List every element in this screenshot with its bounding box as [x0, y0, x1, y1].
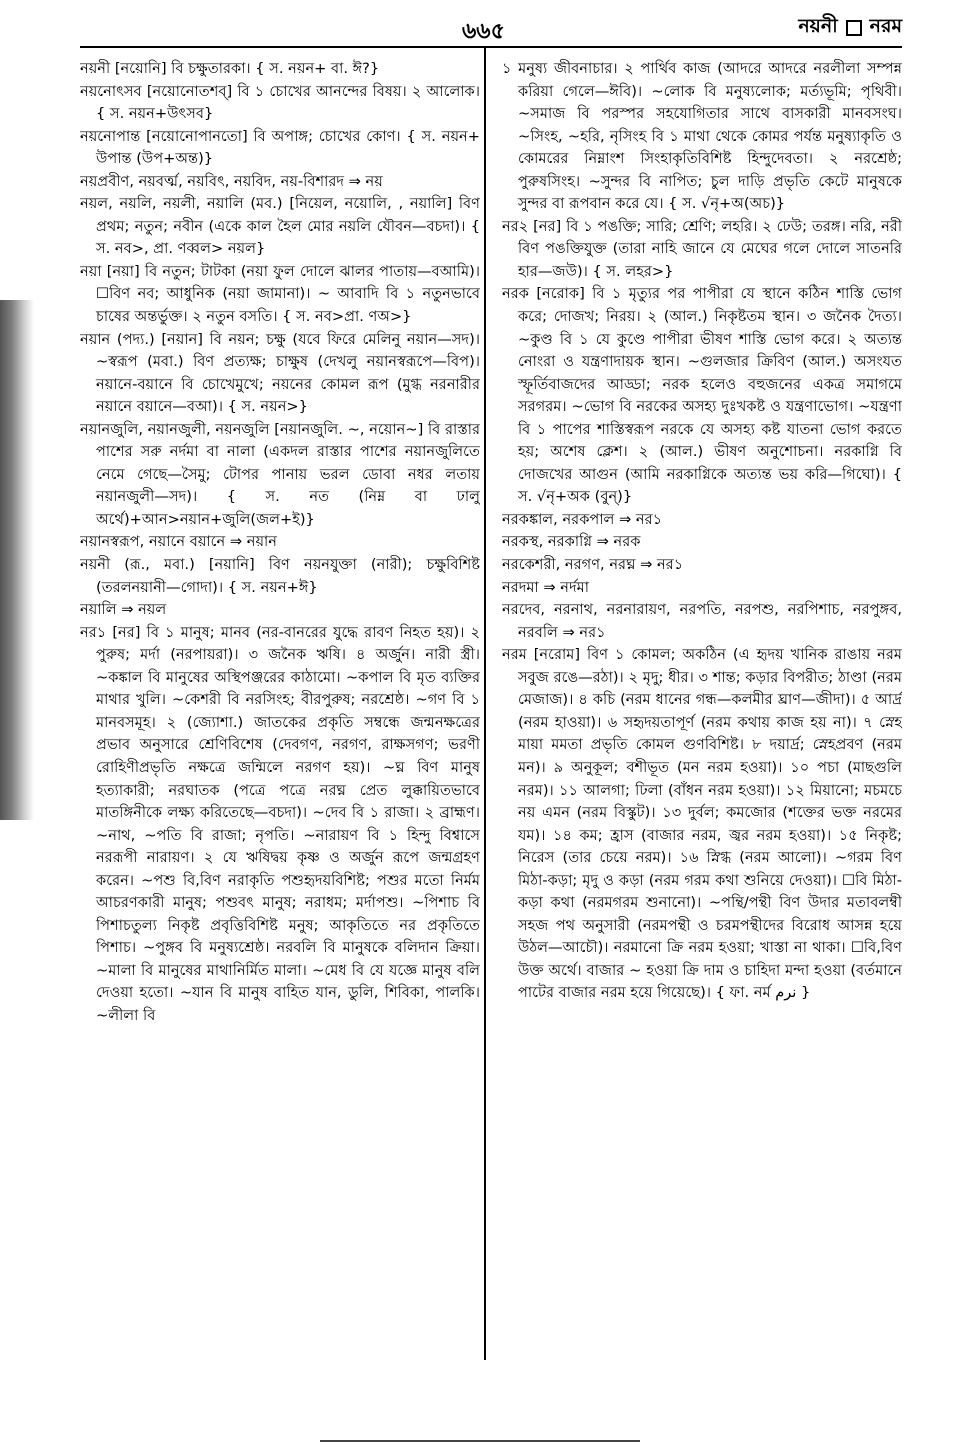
header-rule: [80, 46, 902, 48]
guide-words: [798, 12, 902, 44]
dictionary-entry: নরকেশরী, নরগণ, নরঘ্ন ⇒ নর১: [502, 556, 684, 574]
dictionary-entry: নরকস্থ, নরকাগ্নি ⇒ নরক: [502, 533, 641, 551]
dictionary-entry: নরদেব, নরনাথ, নরনারায়ণ, নরপতি, নরপশু, নরপিশাচ, নরপুঙ্গব, নরবলি ⇒ নর১: [502, 601, 902, 641]
dictionary-entry: নয়ানজুলি, নয়ানজুলী, নয়নজুলি [নয়ানজুলি. ~, নয়োন~] বি রাস্তার পাশের সরু নর্দমা বা নালা (একদল রাস্তার পাশের নয়ানজুলিতে নেমে গেছে—সৈমু; টোপর পানায় ভরল ডোবা নধর লতায় নয়ানজুলী—সদ)। { স. নত (নিম্ন বা ঢালু অর্থে)+আন>নয়ান+জুলি(জল+ই)}: [80, 420, 480, 528]
book-spine-shadow: [0, 300, 34, 820]
bottom-edge-rule: [320, 1440, 640, 1442]
column-divider: [484, 48, 486, 1360]
dictionary-entry: নয়প্রবীণ, নয়বর্ত্ম, নয়বিৎ, নয়বিদ, নয়-বিশারদ ⇒ নয়: [80, 172, 383, 190]
dictionary-entry: নরক [নরোক] বি ১ মৃত্যুর পর পাপীরা যে স্থানে কঠিন শাস্তি ভোগ করে; দোজখ; নিরয়। ২ (আল.) নিকৃষ্টতম স্থান। ৩ জনৈক দৈত্য। ~কুণ্ড বি ১ যে কুণ্ডে পাপীরা ভীষণ শাস্তি ভোগ করে। ২ অত্যন্ত নোংরা ও যন্ত্রণাদায়ক স্থান। ~গুলজার ক্রিবিণ (আল.) অসংযত স্ফূর্তিবাজদের আড্ডা; নরক হলেও বহুজনের একত্র সমাগমে সরগরম। ~ভোগ বি নরকের অসহ্য দুঃখকষ্ট ও যন্ত্রণাভোগ। ~যন্ত্রণা বি ১ পাপের শাস্তিস্বরূপ নরকে যে অসহ্য কষ্ট যাতনা ভোগ করতে হয়; অশেষ ক্লেশ। ২ (আল.) ভীষণ অনুশোচনা। নরকাগ্নি বি দোজখের আগুন (আমি নরকাগ্নিকে অত্যন্ত ভয় করি—গিঘো)। { স. √নৃ+অক (বুন্)}: [502, 285, 902, 506]
dictionary-entry: নয়নী (রূ., মবা.) [নয়ানি] বিণ নয়নযুক্তা (নারী); চক্ষুবিশিষ্ট (তরলনয়ানী—গোদা)। { স. নয়ন+ঈ}: [80, 556, 480, 596]
dictionary-entry: নয়ানস্বরূপ, নয়ানে বয়ানে ⇒ নয়ান: [80, 533, 277, 551]
dictionary-entry: নয়নী [নয়োনি] বি চক্ষুতারকা। { স. নয়ন+ বা. ঈ?}: [80, 60, 380, 77]
dictionary-entry: নয়ল, নয়লি, নয়লী, নয়ালি (মব.) [নিয়েল, নয়োলি, , নয়ালি] বিণ প্রথম; নতুন; নবীন (একে কাল হৈল মোর নয়লি যৌবন—বচদা)। { স. নব>, প্রা. ণব্বল> নয়ল}: [80, 195, 480, 258]
guide-word-last: নরম: [869, 15, 902, 37]
dictionary-entry: নর২ [নর] বি ১ পঙক্তি; সারি; শ্রেণি; লহরি। ২ ঢেউ; তরঙ্গ। নরি, নরী বিণ পঙক্তিযুক্ত (তারা নাহি জানে যে মেঘের গলে দোলে সাতনরি হার—জউ)। { স. লহর>}: [502, 217, 902, 280]
guide-word-first: নয়নী: [798, 15, 838, 37]
left-column: [80, 58, 480, 1363]
dictionary-entry: নয়া [নয়া] বি নতুন; টাটকা (নয়া ফুল দোলে ঝালর পাতায়—বআমি)। ☐বিণ নব; আধুনিক (নয়া জামানা)। ~ আবাদি বি ১ নতুনভাবে চাষের অন্তর্ভুক্ত। ২ নতুন বসতি। { স. নব>প্রা. ণঅ>}: [80, 262, 480, 326]
dictionary-entry: নয়ান (পদ্য.) [নয়ান] বি নয়ন; চক্ষু (যবে ফিরে মেলিনু নয়ান—সদ)। ~স্বরূপ (মবা.) বিণ প্রত্যক্ষ; চাক্ষুষ (দেখলু নয়ানস্বরূপে—বিপ)। নয়ানে-বয়ানে বি চোখেমুখে; নয়নের কোমল রূপ (মুগ্ধ নরনারীর নয়ানে বয়ানে—বআ)। { স. নয়ন>}: [80, 330, 480, 416]
dictionary-entry: নরদমা ⇒ নর্দমা: [502, 578, 589, 596]
right-column: [502, 58, 902, 1363]
dictionary-entry: ১ মনুষ্য জীবনাচার। ২ পার্থিব কাজ (আদরে আদরে নরলীলা সম্পন্ন করিয়া গেলে—ঈবি)। ~লোক বি মনুষ্যলোক; মর্ত্যভূমি; পৃথিবী। ~সমাজ বি পরস্পর সহযোগিতার সাথে বাসকারী মানবসংঘ। ~সিংহ, ~হরি, নৃসিংহ বি ১ মাথা থেকে কোমর পর্যন্ত মনুষ্যাকৃতি ও কোমরের নিম্নাংশ সিংহাকৃতিবিশিষ্ট হিন্দুদেবতা। ২ নরশ্রেষ্ঠ; পুরুষসিংহ। ~সুন্দর বি নাপিত; চুল দাড়ি প্রভৃতি কেটে মানুষকে সুন্দর বা রূপবান করে যে। { স. √নৃ+অ(অচ)}: [502, 60, 902, 213]
dictionary-entry: নয়নোপান্ত [নয়োনোপানতো] বি অপাঙ্গ; চোখের কোণ। { স. নয়ন+ উপান্ত (উপ+অন্ত)}: [80, 127, 480, 168]
dictionary-entry: নয়নোৎসব [নয়োনোতশব্] বি ১ চোখের আনন্দের বিষয়। ২ আলোক। { স. নয়ন+উৎসব}: [80, 82, 480, 123]
dictionary-entry: নয়ালি ⇒ নয়ল: [80, 601, 167, 619]
page-number: ৬৬৫: [462, 19, 505, 44]
dictionary-entry: নরম [নরোম] বিণ ১ কোমল; অকঠিন (এ হৃদয় খানিক রাঙায় নরম সবুজ রঙে—রঠা)। ২ মৃদু; ধীর। ৩ শান্ত; কড়ার বিপরীত; ঠাণ্ডা (নরম মেজাজ)। ৪ কচি (নরম ধানের গন্ধ—কলমীর ঘ্রাণ—জীদা)। ৫ আর্দ্র (নরম হাওয়া)। ৬ সহৃদয়তাপূর্ণ (নরম কথায় কাজ হয় না)। ৭ স্নেহ মায়া মমতা প্রভৃতি কোমল গুণবিশিষ্ট। ৮ দয়ার্দ্র; স্নেহপ্রবণ (নরম মন)। ৯ অনুকূল; বশীভূত (মন নরম হওয়া)। ১০ পচা (মাছগুলি নরম)। ১১ আলগা; ঢিলা (বাঁধন নরম হওয়া)। ১২ মিয়ানো; মচমচে নয় এমন (নরম বিস্কুট)। ১৩ দুর্বল; কমজোর (শক্তের ভক্ত নরমের যম)। ১৪ কম; হ্রাস (বাজার নরম, জ্বর নরম হওয়া)। ১৫ নিকৃষ্ট; নিরেস (তার চেয়ে নরম)। ১৬ স্নিগ্ধ (নরম আলো)। ~গরম বিণ মিঠা-কড়া; মৃদু ও কড়া (নরম গরম কথা শুনিয়ে দেওয়া)। ☐বি মিঠা-কড়া কথা (নরমগরম শুনানো)। ~পন্থি/পন্থী বিণ উদার মতাবলম্বী সহজ পথ অনুসারী (নরমপন্থী ও চরমপন্থীদের বিরোধ আসন্ন হয়ে উঠল—আচৌ)। নরমানো ক্রি নরম হওয়া; খাস্তা না থাকা। ☐বি,বিণ উক্ত অর্থে। বাজার ~ হওয়া ক্রি দাম ও চাহিদা মন্দা হওয়া (বর্তমানে পাটের বাজার নরম হয়ে গিয়েছে)। { ফা. নর্ম نرم }: [502, 646, 902, 1002]
guide-separator-box: [846, 20, 862, 36]
dictionary-entry: নরকঙ্কাল, নরকপাল ⇒ নর১: [502, 510, 663, 528]
dictionary-entry: নর১ [নর] বি ১ মানুষ; মানব (নর-বানরের যুদ্ধে রাবণ নিহত হয়)। ২ পুরুষ; মর্দা (নরপায়রা)। ৩ জনৈক ঋষি। ৪ অর্জুন। নারী স্ত্রী। ~কঙ্কাল বি মানুষের অস্থিপঞ্জরের কাঠামো। ~কপাল বি মৃত ব্যক্তির মাথার খুলি। ~কেশরী বি নরসিংহ; বীরপুরুষ; নরশ্রেষ্ঠ। ~গণ বি ১ মানবসমূহ। ২ (জ্যোশা.) জাতকের প্রকৃতি সম্বন্ধে জন্মনক্ষত্রের প্রভাব অনুসারে শ্রেণিবিশেষ (দেবগণ, নরগণ, রাক্ষসগণ; ভরণী রোহিণীপ্রভৃতি নক্ষত্রে জন্মিলে নরগণ হয়)। ~ঘ্ন বিণ মানুষ হত্যাকারী; নরঘাতক (পত্রে পত্রে নরঘ্ন প্রেত লুক্কায়িতভাবে মাতঙ্গিনীকে লক্ষ্য করিতেছে—বচদা)। ~দেব বি ১ রাজা। ২ ব্রাহ্মণ। ~নাথ, ~পতি বি রাজা; নৃপতি। ~নারায়ণ বি ১ হিন্দু বিশ্বাসে নররূপী নারায়ণ। ২ যে ঋষিদ্বয় কৃষ্ণ ও অর্জুন রূপে জন্মগ্রহণ করেন। ~পশু বি,বিণ নরাকৃতি পশুহৃদয়বিশিষ্ট; পশুর মতো নির্মম আচরণকারী মানুষ; পশুবৎ মানুষ; নরাধম; মর্দাপশু। ~পিশাচ বি পিশাচতুল্য নিকৃষ্ট প্রবৃত্তিবিশিষ্ট মনুষ; আকৃতিতে নর প্রকৃতিতে পিশাচ। ~পুঙ্গব বি মনুষ্যশ্রেষ্ঠ। নরবলি বি মানুষকে বলিদান ক্রিয়া। ~মালা বি মানুষের মাথানির্মিত মালা। ~মেধ বি যে যজ্ঞে মানুষ বলি দেওয়া হতো। ~যান বি মানুষ বাহিত যান, ডুলি, শিবিকা, পালকি। ~লীলা বি: [80, 623, 480, 1024]
